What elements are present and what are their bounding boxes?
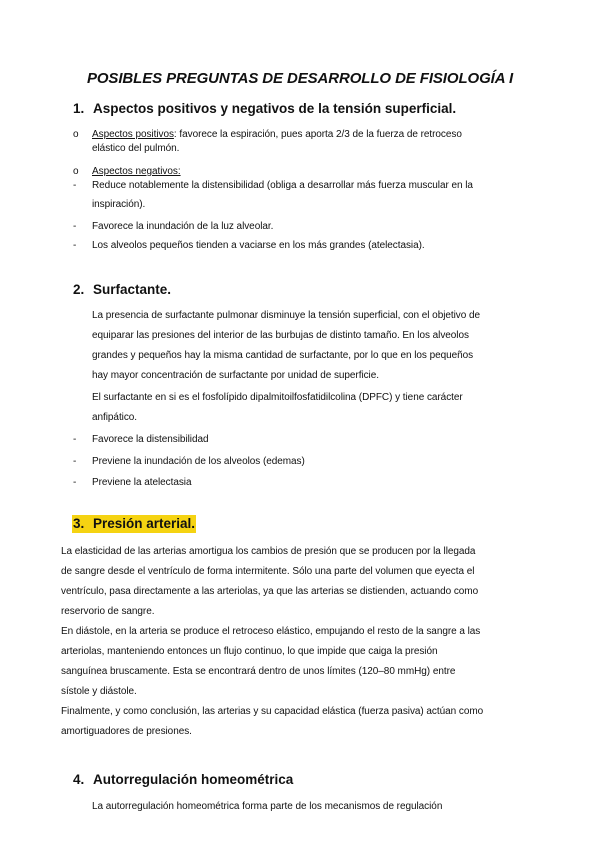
dash-marker: - [73,434,77,445]
surfactant-paragraph-line: hay mayor concentración de surfactante por unidad de superficie. [92,370,379,381]
positive-aspects-label: Aspectos positivos [92,129,174,140]
document-title: POSIBLES PREGUNTAS DE DESARROLLO DE FISIOLOGÍA I [86,70,514,87]
section-4-heading [73,772,293,787]
dash-marker: - [73,477,77,488]
section-1-title: Aspectos positivos y negativos de la tensión superficial. [93,101,457,116]
positive-aspects-line [92,129,462,140]
surfactant-item-3: Previene la atelectasia [92,477,192,488]
bullet-marker: o [73,129,79,140]
section-4-number: 4. [73,772,85,787]
surfactant-paragraph-line: anfipático. [92,412,138,423]
pressure-paragraph-line: Finalmente, y como conclusión, las arterias y su capacidad elástica (fuerza pasiva) actúan como [61,706,484,717]
surfactant-paragraph-line: grandes y pequeños hay la misma cantidad de surfactante, por lo que en los pequeños [92,350,474,361]
section-3-title: Presión arterial. [93,516,196,531]
dash-marker: - [73,456,77,467]
section-2-title: Surfactante. [93,282,172,297]
surfactant-paragraph-line: La presencia de surfactante pulmonar disminuye la tensión superficial, con el objetivo de [92,310,481,321]
pressure-paragraph-line: En diástole, en la arteria se produce el retroceso elástico, empujando el resto de la sangre a las [61,626,481,637]
pressure-paragraph-line: amortiguadores de presiones. [61,726,192,737]
autoregulation-paragraph-line: La autorregulación homeométrica forma parte de los mecanismos de regulación [92,801,443,812]
pressure-paragraph-line: sanguínea bruscamente. Esta se encontrará dentro de unos límites (120–80 mmHg) entre [61,666,456,677]
negative-item-2: Favorece la inundación de la luz alveolar. [92,221,274,232]
surfactant-item-1: Favorece la distensibilidad [92,434,209,445]
dash-marker: - [73,180,77,191]
positive-aspects-text: : favorece la espiración, pues aporta 2/3 de la fuerza de retroceso [173,129,462,140]
positive-aspects-text-cont: elástico del pulmón. [92,143,180,154]
section-2-number: 2. [73,282,85,297]
section-3-highlight [72,515,196,533]
section-4-title: Autorregulación homeométrica [93,772,294,787]
pressure-paragraph-line: de sangre desde el ventrículo de forma intermitente. Sólo una parte del volumen que eyecta el [61,566,475,577]
pressure-paragraph-line: arteriolas, manteniendo entonces un flujo continuo, lo que impide que caiga la presión [61,646,438,657]
pressure-paragraph-line: sístole y diástole. [61,686,137,697]
section-3-heading [72,516,196,531]
section-2-heading [73,282,171,297]
bullet-marker: o [73,166,79,177]
surfactant-paragraph-line: El surfactante en si es el fosfolípido dipalmitoilfosfatidilcolina (DPFC) y tiene carácter [92,392,463,403]
section-3-number: 3. [73,516,85,531]
pressure-paragraph-line: La elasticidad de las arterias amortigua los cambios de presión que se producen por la llegada [61,546,476,557]
negative-item-1: Reduce notablemente la distensibilidad (obliga a desarrollar más fuerza muscular en la [92,180,473,191]
pressure-paragraph-line: ventrículo, pasa directamente a las arteriolas, ya que las arterias se distienden, actuando como [61,586,479,597]
surfactant-item-2: Previene la inundación de los alveolos (edemas) [92,456,305,467]
pressure-paragraph-line: reservorio de sangre. [61,606,155,617]
dash-marker: - [73,240,77,251]
negative-item-3: Los alveolos pequeños tienden a vaciarse en los más grandes (atelectasia). [92,240,425,251]
surfactant-paragraph-line: equiparar las presiones del interior de las burbujas de distinto tamaño. En los alveolos [92,330,469,341]
dash-marker: - [73,221,77,232]
section-1-heading [73,101,456,116]
section-1-number: 1. [73,101,85,116]
negative-item-1-cont: inspiración). [92,199,146,210]
negative-aspects-label: Aspectos negativos: [92,166,181,177]
